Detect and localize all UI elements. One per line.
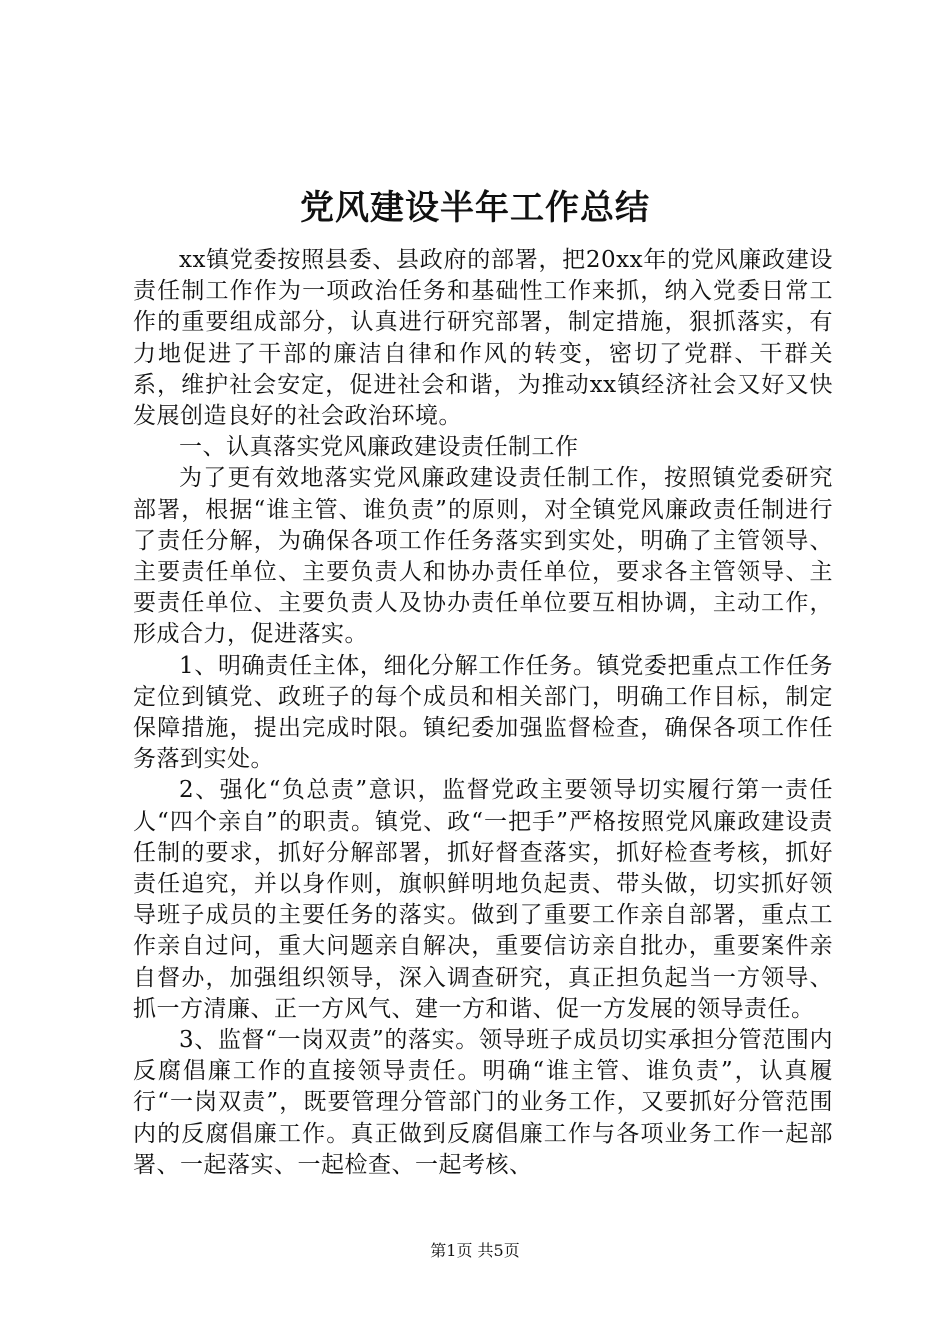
paragraph-intro: xx镇党委按照县委、县政府的部署，把20xx年的党风廉政建设责任制工作作为一项政治任务和基础性工作来抓，纳入党委日常工作的重要组成部分，认真进行研究部署，制定措施，狠抓落实，有力地促进了干部的廉洁自律和作风的转变，密切了党群、干群关系，维护社会安定，促进社会和谐，为推动xx镇经济社会又好又快发展创造良好的社会政治环境。 <box>133 247 833 430</box>
paragraph-item-3: 3、监督“一岗双责”的落实。领导班子成员切实承担分管范围内反腐倡廉工作的直接领导责任。明确“谁主管、谁负责”，认真履行“一岗双责”，既要管理分管部门的业务工作，又要抓好分管范围内的反腐倡廉工作。真正做到反腐倡廉工作与各项业务工作一起部署、一起落实、一起检查、一起考核、 <box>133 1027 833 1178</box>
paragraph-section-intro: 为了更有效地落实党风廉政建设责任制工作，按照镇党委研究部署，根据“谁主管、谁负责”的原则，对全镇党风廉政责任制进行了责任分解，为确保各项工作任务落实到实处，明确了主管领导、主要责任单位、主要负责人和协办责任单位，要求各主管领导、主要责任单位、主要负责人及协办责任单位要互相协调，主动工作，形成合力，促进落实。 <box>133 465 833 648</box>
document-title: 党风建设半年工作总结 <box>300 188 650 228</box>
paragraph-item-2: 2、强化“负总责”意识，监督党政主要领导切实履行第一责任人“四个亲自”的职责。镇党、政“一把手”严格按照党风廉政建设责任制的要求，抓好分解部署，抓好督查落实，抓好检查考核，抓好责任追究，并以身作则，旗帜鲜明地负起责、带头做，切实抓好领导班子成员的主要任务的落实。做到了重要工作亲自部署，重点工作亲自过问，重大问题亲自解决，重要信访亲自批办，重要案件亲自督办，加强组织领导，深入调查研究，真正担负起当一方领导、抓一方清廉、正一方风气、建一方和谐、促一方发展的领导责任。 <box>133 777 833 1022</box>
section-heading: 一、认真落实党风廉政建设责任制工作 <box>179 434 579 461</box>
paragraph-item-1: 1、明确责任主体，细化分解工作任务。镇党委把重点工作任务定位到镇党、政班子的每个成员和相关部门，明确工作目标，制定保障措施，提出完成时限。镇纪委加强监督检查，确保各项工作任务落到实处。 <box>133 652 833 773</box>
page-footer: 第1页 共5页 <box>430 1241 520 1260</box>
document-body <box>133 245 833 1181</box>
